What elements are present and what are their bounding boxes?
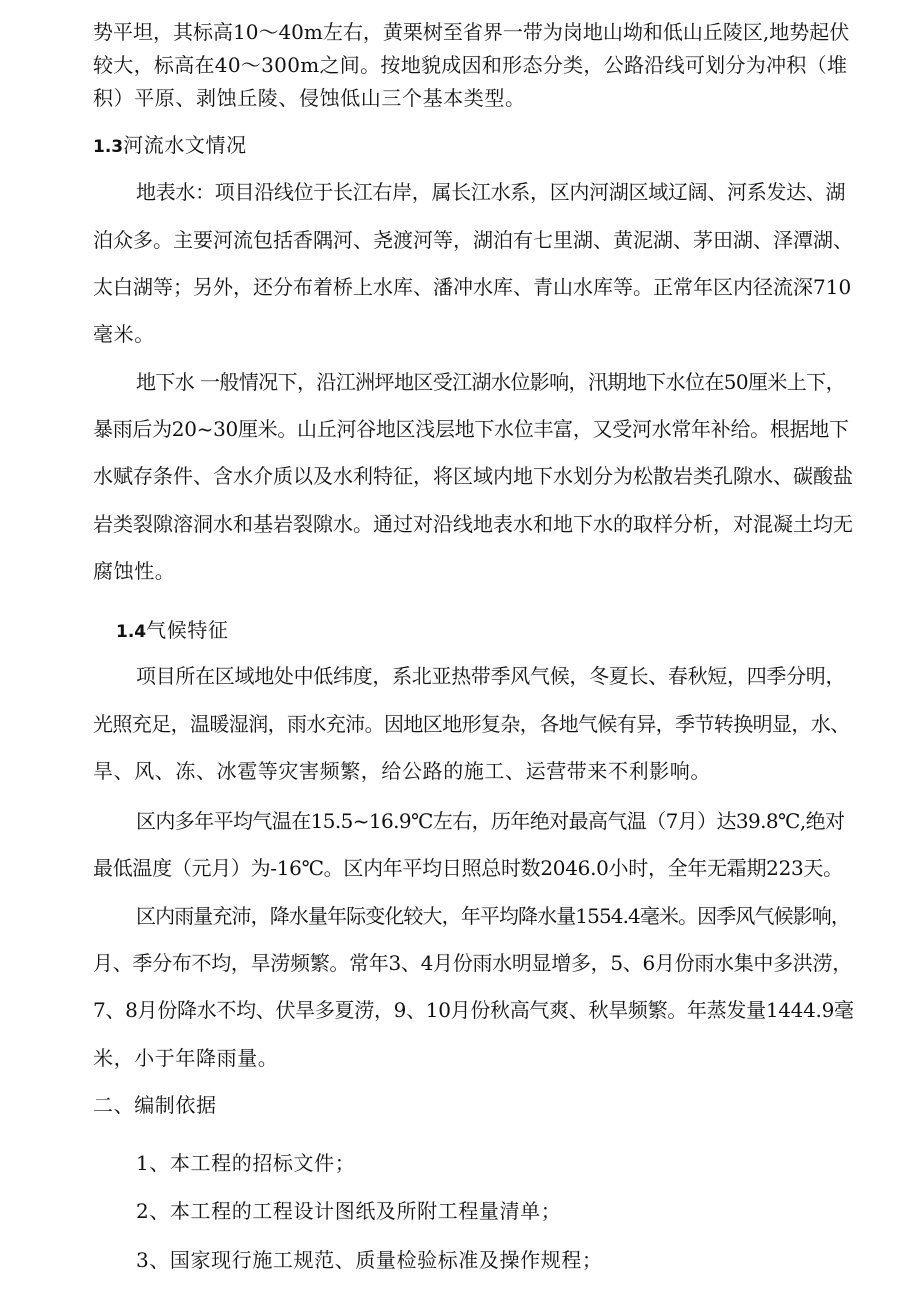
section-number: 1.3 [93,137,124,157]
terrain-line: 较大，标高在40～300m之间。按地貌成因和形态分类，公路沿线可划分为冲积（堆 [93,53,848,77]
basis-list-item: 3、国家现行施工规范、质量检验标准及操作规程； [136,1248,603,1272]
terrain-line: 势平坦，其标高10～40m左右，黄栗树至省界一带为岗地山坳和低山丘陵区,地势起伏 [93,20,850,44]
ground-water-line: 腐蚀性。 [93,559,176,583]
temperature-line: 最低温度（元月）为-16℃。区内年平均日照总时数2046.0小时，全年无霜期223天。 [93,856,843,880]
rainfall-line: 区内雨量充沛，降水量年际变化较大，年平均降水量1554.4毫米。因季风气候影响， [136,904,850,928]
section-number: 1.4 [116,622,147,642]
rainfall-line: 7、8月份降水不均、伏旱多夏涝，9、10月份秋高气爽、秋旱频繁。年蒸发量1444.9毫 [93,998,854,1022]
terrain-line: 积）平原、剥蚀丘陵、侵蚀低山三个基本类型。 [93,86,526,110]
surface-water-line: 泊众多。主要河流包括香隅河、尧渡河等，湖泊有七里湖、黄泥湖、茅田湖、泽潭湖、 [93,228,853,252]
ground-water-line: 暴雨后为20~30厘米。山丘河谷地区浅层地下水位丰富，又受河水常年补给。根据地下 [93,417,849,441]
ground-water-line: 地下水 一般情况下，沿江洲坪地区受江湖水位影响，汛期地下水位在50厘米上下， [136,370,846,394]
climate-line: 光照充足，温暖湿润，雨水充沛。因地区地形复杂，各地气候有异，季节转换明显，水、 [93,712,850,736]
section-title: 河流水文情况 [123,133,247,157]
basis-list-item: 2、本工程的工程设计图纸及所附工程量清单； [136,1199,562,1223]
basis-list-item: 1、本工程的招标文件； [136,1151,356,1175]
rainfall-line: 米，小于年降雨量。 [93,1046,279,1070]
surface-water-line: 毫米。 [93,322,155,346]
climate-line: 项目所在区域地处中低纬度，系北亚热带季风气候，冬夏长、春秋短，四季分明， [136,664,846,688]
section-title: 气候特征 [146,618,229,642]
temperature-line: 区内多年平均气温在15.5~16.9℃左右，历年绝对最高气温（7月）达39.8℃,绝对 [136,809,845,833]
section-heading-1-3 [93,131,247,161]
section-heading-1-4 [116,616,229,646]
surface-water-line: 太白湖等；另外，还分布着桥上水库、潘冲水库、青山水库等。正常年区内径流深710 [93,275,852,299]
section-heading-2: 二、编制依据 [93,1093,217,1117]
ground-water-line: 岩类裂隙溶洞水和基岩裂隙水。通过对沿线地表水和地下水的取样分析，对混凝土均无 [93,512,853,536]
ground-water-line: 水赋存条件、含水介质以及水利特征，将区域内地下水划分为松散岩类孔隙水、碳酸盐 [93,464,853,488]
surface-water-line: 地表水：项目沿线位于长江右岸，属长江水系，区内河湖区域辽阔、河系发达、湖 [136,180,846,204]
rainfall-line: 月、季分布不均，旱涝频繁。常年3、4月份雨水明显增多，5、6月份雨水集中多洪涝， [93,951,852,975]
climate-line: 旱、风、冻、冰雹等灾害频繁，给公路的施工、运营带来不利影响。 [93,759,711,783]
